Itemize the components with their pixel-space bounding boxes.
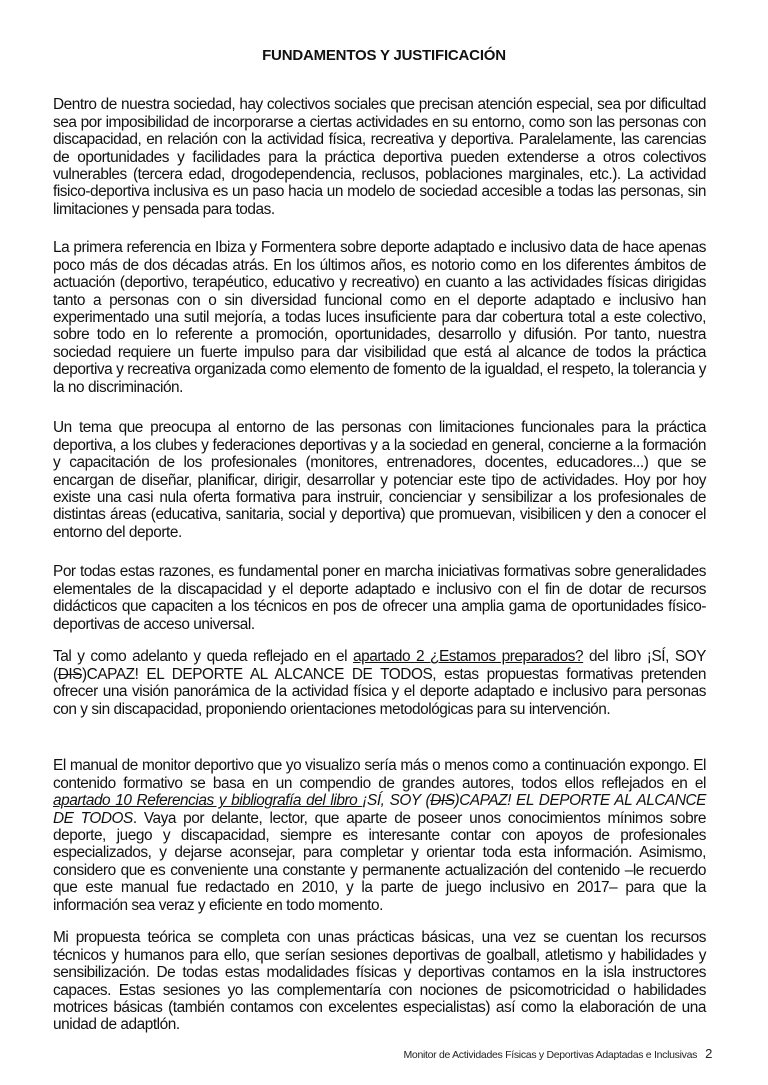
paragraph-training-concern: Un tema que preocupa al entorno de las personas con limitaciones funcionales para la práctica deportiva, a los clubes y federaciones deportivas y a la sociedad en general, concierne a la formación y capacitación de los profesionales (monitores, entrenadores, docentes, educadores...) que se encargan de diseñar, planificar, dirigir, desarrollar y potenciar este tipo de actividades. Hoy por hoy existe una casi nula oferta formativa para instruir, concienciar y sensibilizar a los profesionales de distintas áreas (educativa, sanitaria, social y deportiva) que promuevan, visibilicen y den a conocer el entorno del deporte. bbox=[53, 419, 706, 541]
paragraph-book-reference bbox=[53, 648, 706, 718]
paragraph-reasons: Por todas estas razones, es fundamental poner en marcha iniciativas formativas sobre generalidades elementales de la discapacidad y el deporte adaptado e inclusivo con el fin de dotar de recursos didácticos que capaciten a los técnicos en pos de ofrecer una amplia gama de oportunidades físico-deportivas de acceso universal. bbox=[53, 563, 706, 633]
text-run: El manual de monitor deportivo que yo visualizo sería más o menos como a continuación expongo. El contenido formativo se basa en un compendio de grandes autores, todos ellos reflejados en el bbox=[53, 757, 706, 792]
section-10-link[interactable]: apartado 10 Referencias y bibliografía del libro bbox=[53, 792, 363, 810]
page-footer bbox=[403, 1046, 712, 1061]
paragraph-ibiza-history: La primera referencia en Ibiza y Formentera sobre deporte adaptado e inclusivo data de hace apenas poco más de dos décadas atrás. En los últimos años, es notorio como en los diferentes ámbitos de actuación (deportivo, terapéutico, educativo y recreativo) en cuanto a las actividades físicas dirigidas tanto a personas con o sin diversidad funcional como en el deporte adaptado e inclusivo han experimentado una sutil mejoría, a todas luces insuficiente para dar cobertura total a este colectivo, sobre todo en lo referente a promoción, oportunidades, desarrollo y difusión. Por tanto, nuestra sociedad requiere un fuerte impulso para dar visibilidad que está al alcance de todos la práctica deportiva y recreativa organizada como elemento de fomento de la igualdad, el respeto, la tolerancia y la no discriminación. bbox=[53, 239, 706, 396]
section-2-link[interactable]: apartado 2 ¿Estamos preparados? bbox=[352, 648, 584, 666]
book-title-run: ¡SÍ, SOY ( bbox=[362, 792, 431, 810]
footer-text: Monitor de Actividades Físicas y Deportivas Adaptadas e Inclusivas bbox=[403, 1049, 698, 1061]
page-number: 2 bbox=[705, 1046, 712, 1061]
strikethrough-dis: DIS bbox=[57, 665, 82, 683]
paragraph-manual bbox=[53, 757, 706, 914]
page-title: FUNDAMENTOS Y JUSTIFICACIÓN bbox=[262, 47, 506, 64]
text-run: )CAPAZ! EL DEPORTE AL ALCANCE DE TODOS, estas propuestas formativas pretenden ofrecer una visión panorámica de la actividad física y el deporte adaptado e inclusivo para personas con y sin discapacidad, proponiendo orientaciones metodológicas para su intervención. bbox=[53, 665, 706, 718]
text-run: Tal y como adelanto y queda reflejado en el bbox=[53, 648, 353, 666]
text-run: del libro ¡SÍ, SOY ( bbox=[53, 648, 706, 683]
text-run: . Vaya por delante, lector, que aparte de poseer unos conocimientos mínimos sobre deporte, juego y discapacidad, siempre es interesante contar con apoyos de profesionales especializados, y dejarse aconsejar, para completar y orientar toda esta información. Asimismo, considero que es conveniente una constante y permanente actualización del contenido –le recuerdo que este manual fue redactado en 2010, y la parte de juego inclusivo en 2017– para que la información sea veraz y eficiente en todo momento. bbox=[53, 809, 706, 914]
paragraph-intro: Dentro de nuestra sociedad, hay colectivos sociales que precisan atención especial, sea por dificultad sea por imposibilidad de incorporarse a ciertas actividades en su entorno, como son las personas con discapacidad, en relación con la actividad física, recreativa y deportiva. Paralelamente, las carencias de oportunidades y facilidades para la práctica deportiva pueden extenderse a otros colectivos vulnerables (tercera edad, drogodependencia, reclusos, poblaciones marginales, etc.). La actividad fisico-deportiva inclusiva es un paso hacia un modelo de sociedad accesible a todas las personas, sin limitaciones y pensada para todas. bbox=[53, 96, 706, 218]
strikethrough-dis: DIS bbox=[430, 792, 455, 810]
paragraph-proposal: Mi propuesta teórica se completa con unas prácticas básicas, una vez se cuentan los recursos técnicos y humanos para ello, que serían sesiones deportivas de goalball, atletismo y habilidades y sensibilización. De todas estas modalidades físicas y deportivas contamos en la isla instructores capaces. Estas sesiones yo las complementaría con nociones de psicomotricidad o habilidades motrices básicas (también contamos con excelentes especialistas) así como la elaboración de una unidad de adaptlón. bbox=[53, 929, 706, 1034]
book-title-run: )CAPAZ! EL DEPORTE AL ALCANCE DE TODOS bbox=[53, 792, 706, 827]
